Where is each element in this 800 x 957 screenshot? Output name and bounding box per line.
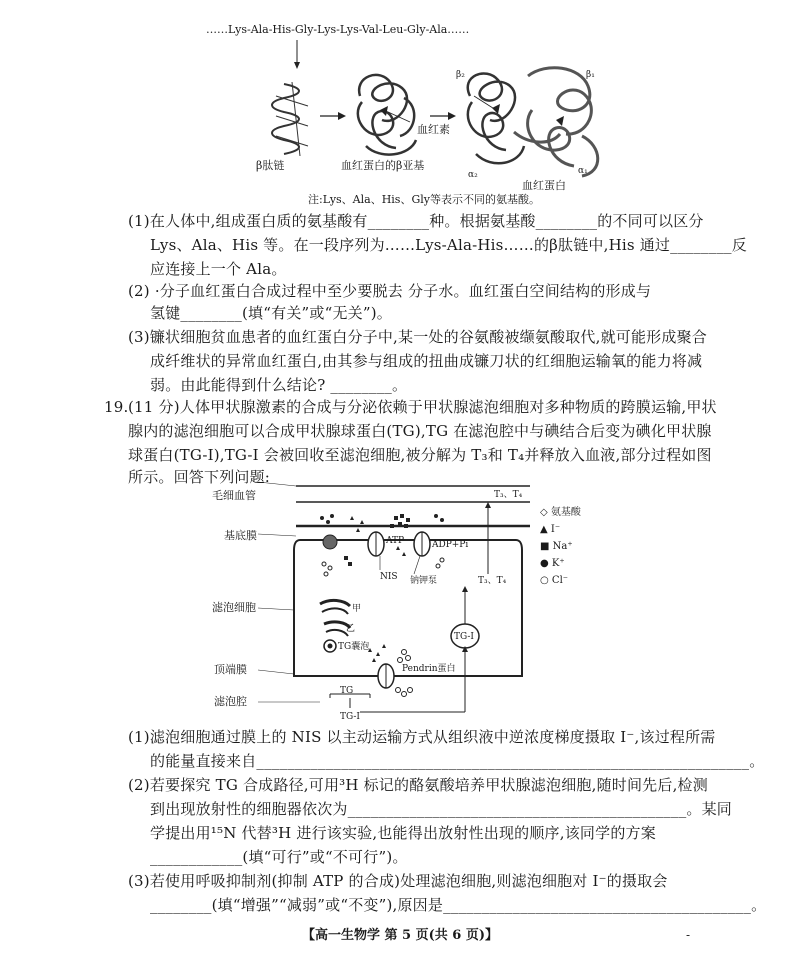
tg-label: TG <box>340 686 354 696</box>
q19-part2-line1: (2)若要探究 TG 合成路径,可用³H 标记的酪氨酸培养甲状腺滤泡细胞,随时间先后,检测 <box>128 776 708 794</box>
q19-part2-line2: 到出现放射性的细胞器依次为____________________________________________。某同 <box>150 800 733 818</box>
jia-label: 甲 <box>352 604 362 614</box>
tgi-vesicle-label: TG-I <box>454 632 474 642</box>
legend-item: ○ Cl⁻ <box>540 575 569 586</box>
t3t4-top-label: T₃、T₄ <box>494 490 523 500</box>
pump-label: 钠钾泵 <box>410 576 438 586</box>
q19-intro-line3: 球蛋白(TG-I),TG-I 会被回收至滤泡细胞,被分解为 T₃和 T₄并释放入血液,部分过程如图 <box>128 446 712 464</box>
q19-part1-line2: 的能量直接来自________________________________________________________________。 <box>150 752 765 770</box>
q19-part2-line3: 学提出用¹⁵N 代替³H 进行该实验,也能得出放射性出现的顺序,该同学的方案 <box>150 824 656 842</box>
q19-part1-line1: (1)滤泡细胞通过膜上的 NIS 以主动运输方式从组织液中逆浓度梯度摄取 I⁻,该过程所需 <box>128 728 716 746</box>
q19-part3-line2: ________(填“增强”“减弱”或“不变”),原因是________________________________________。 <box>150 896 767 914</box>
tgi-label: TG-I <box>340 712 360 722</box>
legend-item: ● K⁺ <box>540 558 565 569</box>
q18-part2-line2: 氢键________(填“有关”或“无关”)。 <box>150 304 392 322</box>
figure2-legend <box>540 504 581 589</box>
basement-membrane-label: 基底膜 <box>224 529 257 542</box>
q18-part3-line3: 弱。由此能得到什么结论? ________。 <box>150 376 408 394</box>
sequence-text: ……Lys-Ala-His-Gly-Lys-Lys-Val-Leu-Gly-Ala…… <box>206 23 470 36</box>
tg-vesicle-label: TG囊泡 <box>338 642 370 652</box>
q19-intro-line4: 所示。回答下列问题: <box>128 468 271 486</box>
alpha2-label: α₂ <box>468 170 478 180</box>
figure-note: 注:Lys、Ala、His、Gly等表示不同的氨基酸。 <box>308 193 540 206</box>
legend-item: ▲ I⁻ <box>540 524 561 535</box>
q18-part3-line2: 成纤维状的异常血红蛋白,由其参与组成的扭曲成镰刀状的红细胞运输氧的能力将减 <box>150 352 703 370</box>
yi-label: 乙 <box>346 624 356 634</box>
legend-item: ■ Na⁺ <box>540 541 573 552</box>
iodide-icon: ▲ <box>540 524 548 535</box>
footer-text: 【高一生物学 第 5 页(共 6 页)】 <box>301 928 499 943</box>
q18-part1-line1: (1)在人体中,组成蛋白质的氨基酸有________种。根据氨基酸________的不同可以区分 <box>128 212 704 230</box>
amino-acid-icon: ◇ <box>540 507 548 518</box>
q19-intro-line2: 腺内的滤泡细胞可以合成甲状腺球蛋白(TG),TG 在滤泡腔中与碘结合后变为碘化甲状腺 <box>128 422 712 440</box>
beta1-label: β₁ <box>586 70 595 80</box>
apical-membrane-label: 顶端膜 <box>214 663 247 676</box>
nis-label: NIS <box>380 572 398 582</box>
q19-number: 19. <box>104 398 129 416</box>
potassium-icon: ● <box>540 558 549 569</box>
adp-pi-label: ADP+Pi <box>432 540 469 550</box>
beta2-label: β₂ <box>456 70 465 80</box>
footer-mark: - <box>686 928 691 942</box>
q19-part3-line1: (3)若使用呼吸抑制剂(抑制 ATP 的合成)处理滤泡细胞,则滤泡细胞对 I⁻的摄取会 <box>128 872 668 890</box>
alpha1-label: α₁ <box>578 166 588 176</box>
hemoglobin-label: 血红蛋白 <box>522 179 566 192</box>
page-footer <box>230 924 570 943</box>
sodium-icon: ■ <box>540 541 550 552</box>
q18-part1-line2: Lys、Ala、His 等。在一段序列为……Lys-Ala-His……的β肽链中,His 通过________反 <box>150 236 747 254</box>
q19-part2-line4: ____________(填“可行”或“不可行”)。 <box>150 848 408 866</box>
legend-item: ◇ 氨基酸 <box>540 507 581 518</box>
hemoglobin-illustration <box>270 36 620 196</box>
q19-intro-line1: (11 分)人体甲状腺激素的合成与分泌依赖于甲状腺滤泡细胞对多种物质的跨膜运输,甲状 <box>128 398 717 416</box>
heme-label: 血红素 <box>417 123 450 136</box>
q18-part3-line1: (3)镰状细胞贫血患者的血红蛋白分子中,某一处的谷氨酸被缬氨酸取代,就可能形成聚合 <box>128 328 707 346</box>
atp-label: ATP <box>386 536 405 546</box>
beta-chain-label: β肽链 <box>256 159 285 172</box>
chloride-icon: ○ <box>540 575 549 586</box>
capillary-label: 毛细血管 <box>212 489 256 502</box>
pendrin-label: Pendrin蛋白 <box>402 664 456 674</box>
follicle-lumen-label: 滤泡腔 <box>214 695 247 708</box>
q18-part1-line3: 应连接上一个 Ala。 <box>150 260 287 278</box>
t3t4-cell-label: T₃、T₄ <box>478 576 507 586</box>
q18-part2-line1: (2) ·分子血红蛋白合成过程中至少要脱去 分子水。血红蛋白空间结构的形成与 <box>128 282 652 300</box>
beta-subunit-label: 血红蛋白的β亚基 <box>341 159 425 172</box>
follicular-cell-label: 滤泡细胞 <box>212 601 256 614</box>
